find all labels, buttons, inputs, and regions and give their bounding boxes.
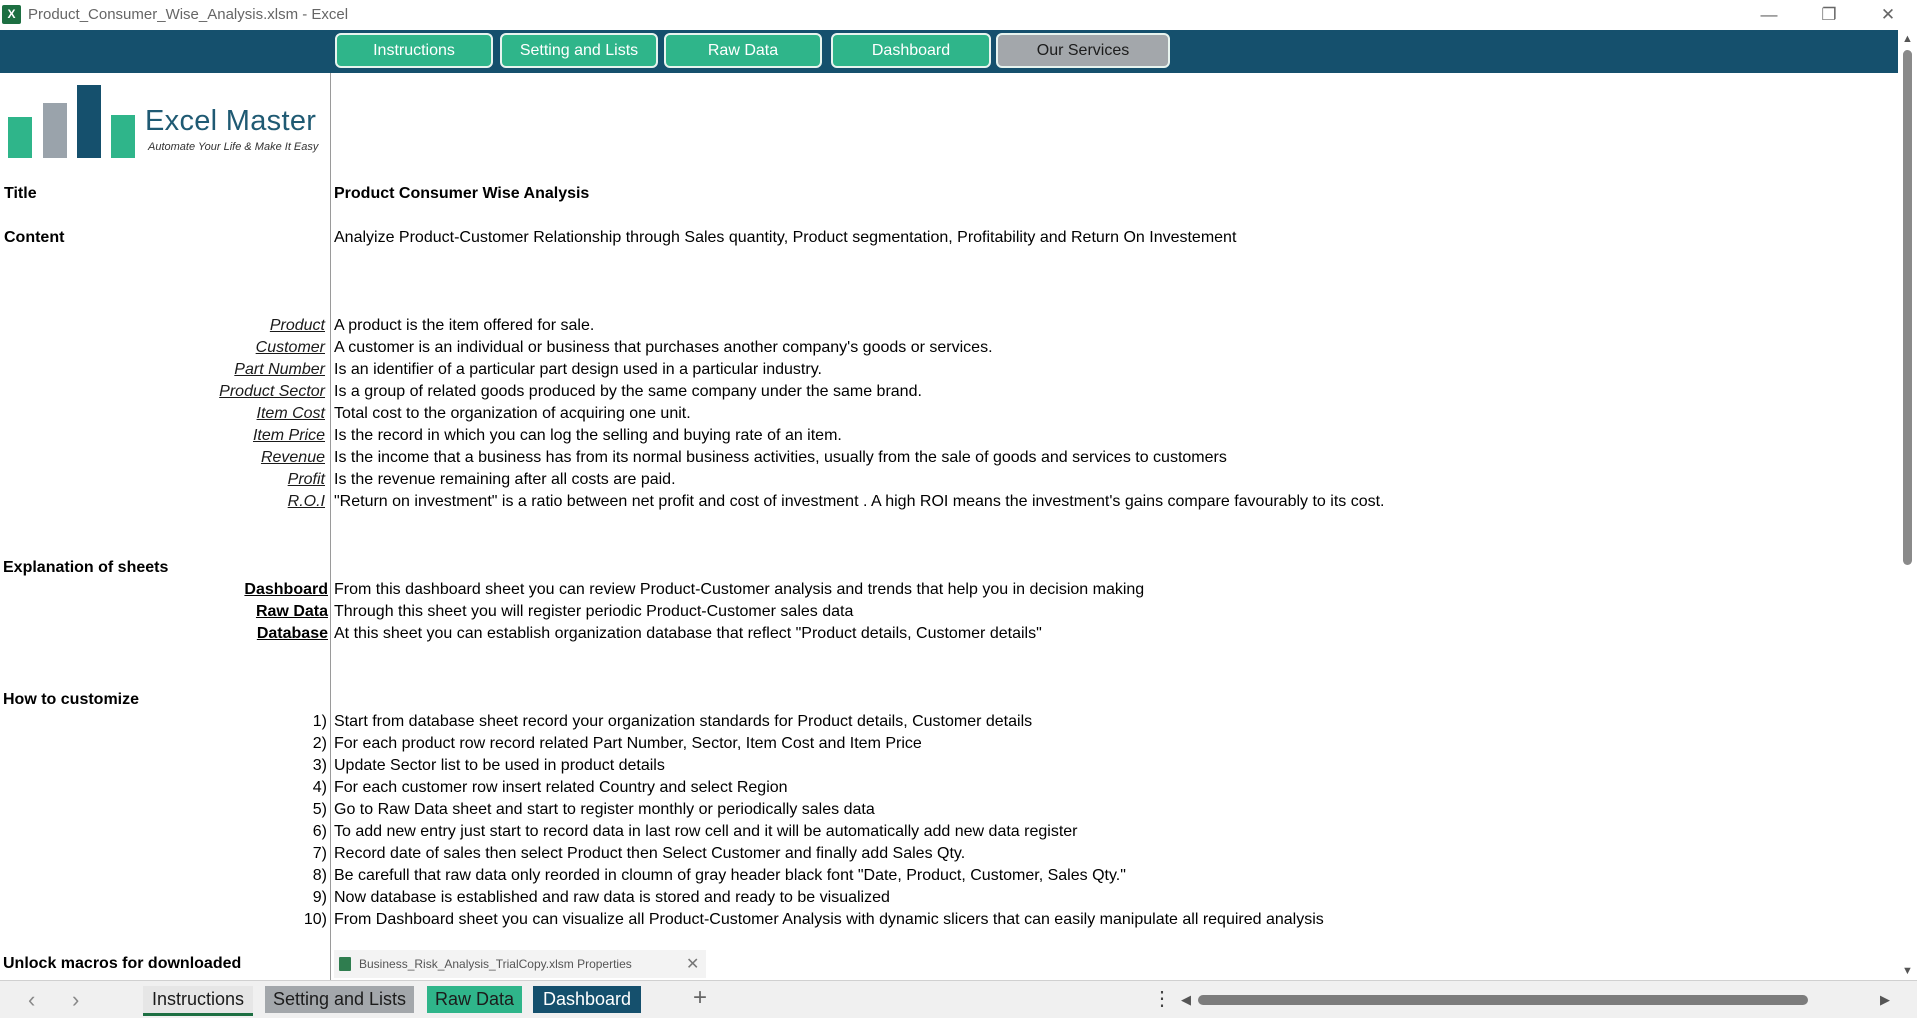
- term-product: Product: [269, 317, 325, 334]
- horizontal-scroll-thumb[interactable]: [1198, 995, 1808, 1005]
- step-number: 1): [312, 713, 327, 730]
- nav-instructions-button[interactable]: Instructions: [335, 33, 493, 68]
- step-number: 4): [312, 779, 327, 796]
- content-label: Content: [4, 229, 65, 246]
- nav-setting-lists-button[interactable]: Setting and Lists: [500, 33, 658, 68]
- step-text: Start from database sheet record your organization standards for Product details, Customer details: [334, 713, 1033, 730]
- column-divider: [330, 73, 331, 980]
- logo-brand-text: Excel Master: [145, 105, 317, 137]
- content-description: Analyize Product-Customer Relationship through Sales quantity, Product segmentation, Profitability and Return On Investement: [334, 229, 1237, 246]
- title-label: Title: [4, 185, 37, 202]
- sheet-link-raw-data[interactable]: Raw Data: [255, 603, 328, 620]
- logo-bar: [43, 103, 67, 158]
- vertical-scroll-thumb[interactable]: [1903, 50, 1912, 565]
- step-text: Go to Raw Data sheet and start to register monthly or periodically sales data: [334, 801, 875, 818]
- sheet-tab-bar: [0, 980, 1917, 1018]
- scroll-up-icon[interactable]: ▲: [1902, 33, 1913, 45]
- page-title: Product Consumer Wise Analysis: [334, 185, 590, 202]
- step-number: 5): [312, 801, 327, 818]
- logo-bar: [111, 115, 135, 158]
- sheet-tab-instructions[interactable]: Instructions: [143, 986, 253, 1016]
- term-revenue: Revenue: [260, 449, 325, 466]
- file-icon: [339, 957, 351, 971]
- step-number: 2): [312, 735, 327, 752]
- term-item-price: Item Price: [252, 427, 325, 444]
- definition-item-cost: Total cost to the organization of acquiring one unit.: [334, 405, 691, 422]
- sheet-link-dashboard[interactable]: Dashboard: [244, 581, 328, 598]
- term-profit: Profit: [287, 471, 325, 488]
- tab-scroll-left-icon[interactable]: ‹: [28, 987, 36, 1012]
- sheets-explanation-heading: Explanation of sheets: [3, 559, 169, 576]
- logo-tagline: Automate Your Life & Make It Easy: [148, 141, 319, 153]
- step-text: For each customer row insert related Country and select Region: [334, 779, 788, 796]
- step-text: To add new entry just start to record data in last row cell and it will be automatically add new data register: [334, 823, 1078, 840]
- step-number: 7): [312, 845, 327, 862]
- restore-icon[interactable]: ❐: [1821, 5, 1837, 24]
- definition-product-sector: Is a group of related goods produced by the same company under the same brand.: [334, 383, 922, 400]
- hscroll-left-icon[interactable]: ◀: [1181, 992, 1191, 1007]
- sheet-link-database[interactable]: Database: [256, 625, 328, 642]
- sheet-desc-database: At this sheet you can establish organization database that reflect "Product details, Customer details": [334, 625, 1042, 642]
- window-title: Product_Consumer_Wise_Analysis.xlsm - Excel: [28, 6, 349, 23]
- minimize-icon[interactable]: —: [1760, 5, 1778, 24]
- step-number: 8): [312, 867, 327, 884]
- navigation-band: [0, 30, 1898, 73]
- scroll-down-icon[interactable]: ▼: [1902, 965, 1913, 977]
- close-icon[interactable]: ✕: [1880, 5, 1896, 24]
- step-text: Update Sector list to be used in product details: [334, 757, 665, 774]
- step-text: For each product row record related Part Number, Sector, Item Cost and Item Price: [334, 735, 922, 752]
- hscroll-right-icon[interactable]: ▶: [1880, 992, 1890, 1007]
- logo-bar: [77, 85, 101, 158]
- definition-roi: "Return on investment" is a ratio between net profit and cost of investment . A high ROI means the investment's gains compare favourably to its cost.: [334, 493, 1385, 510]
- worksheet-area: [0, 73, 1898, 980]
- step-number: 10): [303, 911, 327, 928]
- sheet-tab-dashboard[interactable]: Dashboard: [533, 986, 641, 1013]
- nav-dashboard-button[interactable]: Dashboard: [831, 33, 991, 68]
- definition-customer: A customer is an individual or business that purchases another company's goods or services.: [334, 339, 993, 356]
- step-text: Record date of sales then select Product then Select Customer and finally add Sales Qty.: [334, 845, 966, 862]
- sheet-tab-setting-lists[interactable]: Setting and Lists: [265, 986, 414, 1013]
- definition-item-price: Is the record in which you can log the selling and buying rate of an item.: [334, 427, 842, 444]
- step-text: From Dashboard sheet you can visualize all Product-Customer Analysis with dynamic slicers that can easily manipulate all required analysis: [334, 911, 1324, 928]
- term-roi: R.O.I: [287, 493, 325, 510]
- more-options-icon[interactable]: ⋮: [1152, 988, 1172, 1010]
- sheet-links: [0, 581, 328, 651]
- step-number: 9): [312, 889, 327, 906]
- step-text: Now database is established and raw data is stored and ready to be visualized: [334, 889, 890, 906]
- sheet-desc-dashboard: From this dashboard sheet you can review Product-Customer analysis and trends that help you in decision making: [334, 581, 1145, 598]
- add-sheet-icon[interactable]: +: [693, 984, 708, 1011]
- sheet-tab-raw-data[interactable]: Raw Data: [427, 986, 522, 1013]
- term-part-number: Part Number: [234, 361, 325, 378]
- nav-our-services-button[interactable]: Our Services: [996, 33, 1170, 68]
- definition-product: A product is the item offered for sale.: [334, 317, 595, 334]
- definition-profit: Is the revenue remaining after all costs are paid.: [334, 471, 676, 488]
- term-item-cost: Item Cost: [256, 405, 325, 422]
- close-popup-icon[interactable]: ✕: [686, 956, 700, 973]
- properties-popup[interactable]: [334, 950, 706, 978]
- step-number: 6): [312, 823, 327, 840]
- step-text: Be carefull that raw data only reorded in cloumn of gray header black font "Date, Product, Customer, Sales Qty.": [334, 867, 1126, 884]
- customize-heading: How to customize: [3, 691, 140, 708]
- term-customer: Customer: [255, 339, 325, 356]
- title-bar: [0, 0, 1917, 30]
- definition-revenue: Is the income that a business has from its normal business activities, usually from the sale of goods and services to customers: [334, 449, 1227, 466]
- properties-popup-text: Business_Risk_Analysis_TrialCopy.xlsm Properties: [359, 957, 632, 971]
- step-number: 3): [312, 757, 327, 774]
- nav-raw-data-button[interactable]: Raw Data: [664, 33, 822, 68]
- definition-part-number: Is an identifier of a particular part design used in a particular industry.: [334, 361, 822, 378]
- excel-master-logo: [6, 80, 326, 158]
- sheet-desc-raw-data: Through this sheet you will register periodic Product-Customer sales data: [334, 603, 854, 620]
- term-product-sector: Product Sector: [219, 383, 325, 400]
- tab-scroll-right-icon[interactable]: ›: [72, 987, 80, 1012]
- unlock-macros-heading: Unlock macros for downloaded: [3, 955, 242, 972]
- excel-app-icon: X: [2, 5, 21, 24]
- definition-terms: [0, 317, 325, 517]
- logo-bar: [8, 117, 32, 158]
